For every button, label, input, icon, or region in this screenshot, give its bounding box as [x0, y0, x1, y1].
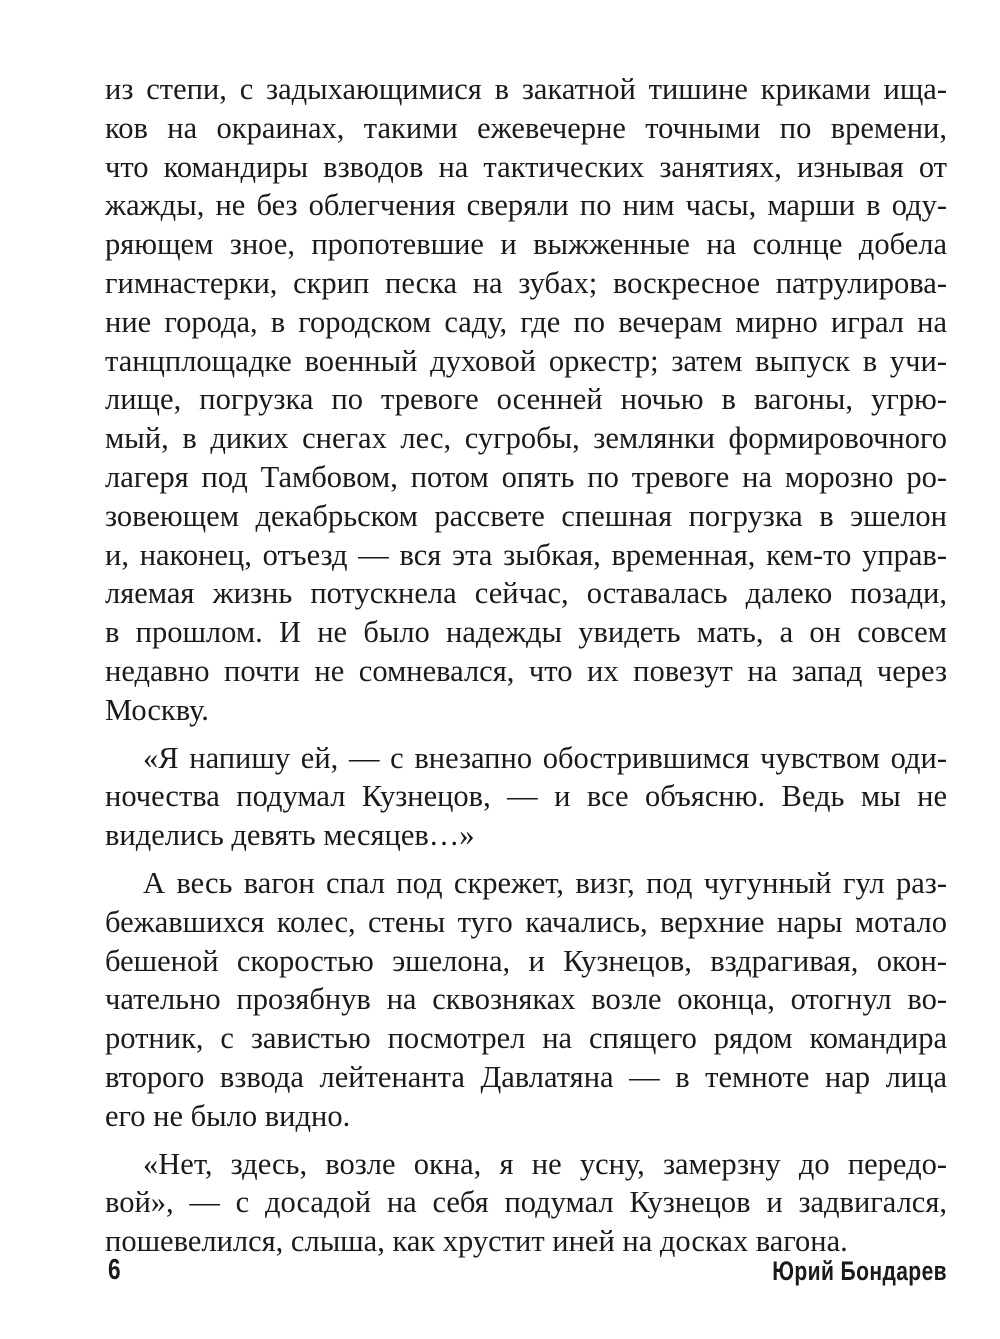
text-line: виделись девять месяцев…» [105, 818, 475, 853]
text-line: «Нет, здесь, возле окна, я не усну, замерзну до передо- [143, 1146, 947, 1181]
text-line: пошевелился, слыша, как хрустит иней на досках вагона. [105, 1224, 848, 1259]
text-line: вой», — с досадой на себя подумал Кузнецов и задвигался, [105, 1185, 947, 1220]
text-line: ние города, в городском саду, где по вечерам мирно играл на [105, 304, 947, 339]
paragraph-gap [105, 855, 947, 864]
text-line: что командиры взводов на тактических занятиях, изнывая от [105, 149, 947, 184]
text-line: ротник, с завистью посмотрел на спящего рядом командира [105, 1021, 947, 1056]
text-line: и, наконец, отъезд — вся эта зыбкая, временная, кем-то управ- [105, 537, 947, 572]
text-line: из степи, с задыхающимися в закатной тишине криками ища- [105, 72, 947, 106]
running-footer-author: Юрий Бондарев [772, 1256, 947, 1286]
paragraph-1 [105, 70, 947, 730]
text-line: ряющем зное, пропотевшие и выжженные на солнце добела [105, 227, 947, 262]
text-line: второго взвода лейтенанта Давлатяна — в темноте нар лица [105, 1059, 947, 1094]
text-line: ков на окраинах, такими ежевечерне точными по времени, [105, 110, 947, 145]
body-text [105, 70, 947, 1261]
text-line: бежавшихся колес, стены туго качались, верхние нары мотало [105, 904, 947, 939]
text-line: «Я напишу ей, — с внезапно обострившимся чувством оди- [143, 740, 947, 775]
text-line: недавно почти не сомневался, что их повезут на запад через [105, 653, 947, 688]
paragraph-gap [105, 730, 947, 739]
text-line: танцплощадке военный духовой оркестр; затем выпуск в учи- [105, 343, 947, 378]
text-line: ляемая жизнь потускнела сейчас, оставалась далеко позади, [105, 576, 947, 611]
page-footer [108, 1254, 947, 1294]
text-line: гимнастерки, скрип песка на зубах; воскресное патрулирова- [105, 265, 947, 300]
paragraph-4 [105, 1145, 947, 1261]
paragraph-2 [105, 739, 947, 855]
text-line: лагеря под Тамбовом, потом опять по тревоге на морозно ро- [105, 459, 947, 494]
text-line: его не было видно. [105, 1098, 351, 1133]
page-number: 6 [108, 1254, 121, 1286]
paragraph-gap [105, 1136, 947, 1145]
text-line: бешеной скоростью эшелона, и Кузнецов, вздрагивая, окон- [105, 943, 947, 978]
text-line: в прошлом. И не было надежды увидеть мать, а он совсем [105, 615, 947, 650]
text-line: жажды, не без облегчения сверяли по ним часы, марши в оду- [105, 188, 947, 223]
text-line: чательно прозябнув на сквозняках возле оконца, отогнул во- [105, 982, 947, 1017]
text-line: мый, в диких снегах лес, сугробы, землянки формировочного [105, 421, 947, 456]
text-line: зовеющем декабрьском рассвете спешная погрузка в эшелон [105, 498, 947, 533]
text-line: лище, погрузка по тревоге осенней ночью в вагоны, угрю- [105, 382, 947, 417]
paragraph-3 [105, 864, 947, 1136]
text-line: ночества подумал Кузнецов, — и все объясню. Ведь мы не [105, 779, 947, 814]
text-line: А весь вагон спал под скрежет, визг, под чугунный гул раз- [143, 865, 947, 900]
text-line: Москву. [105, 692, 209, 727]
